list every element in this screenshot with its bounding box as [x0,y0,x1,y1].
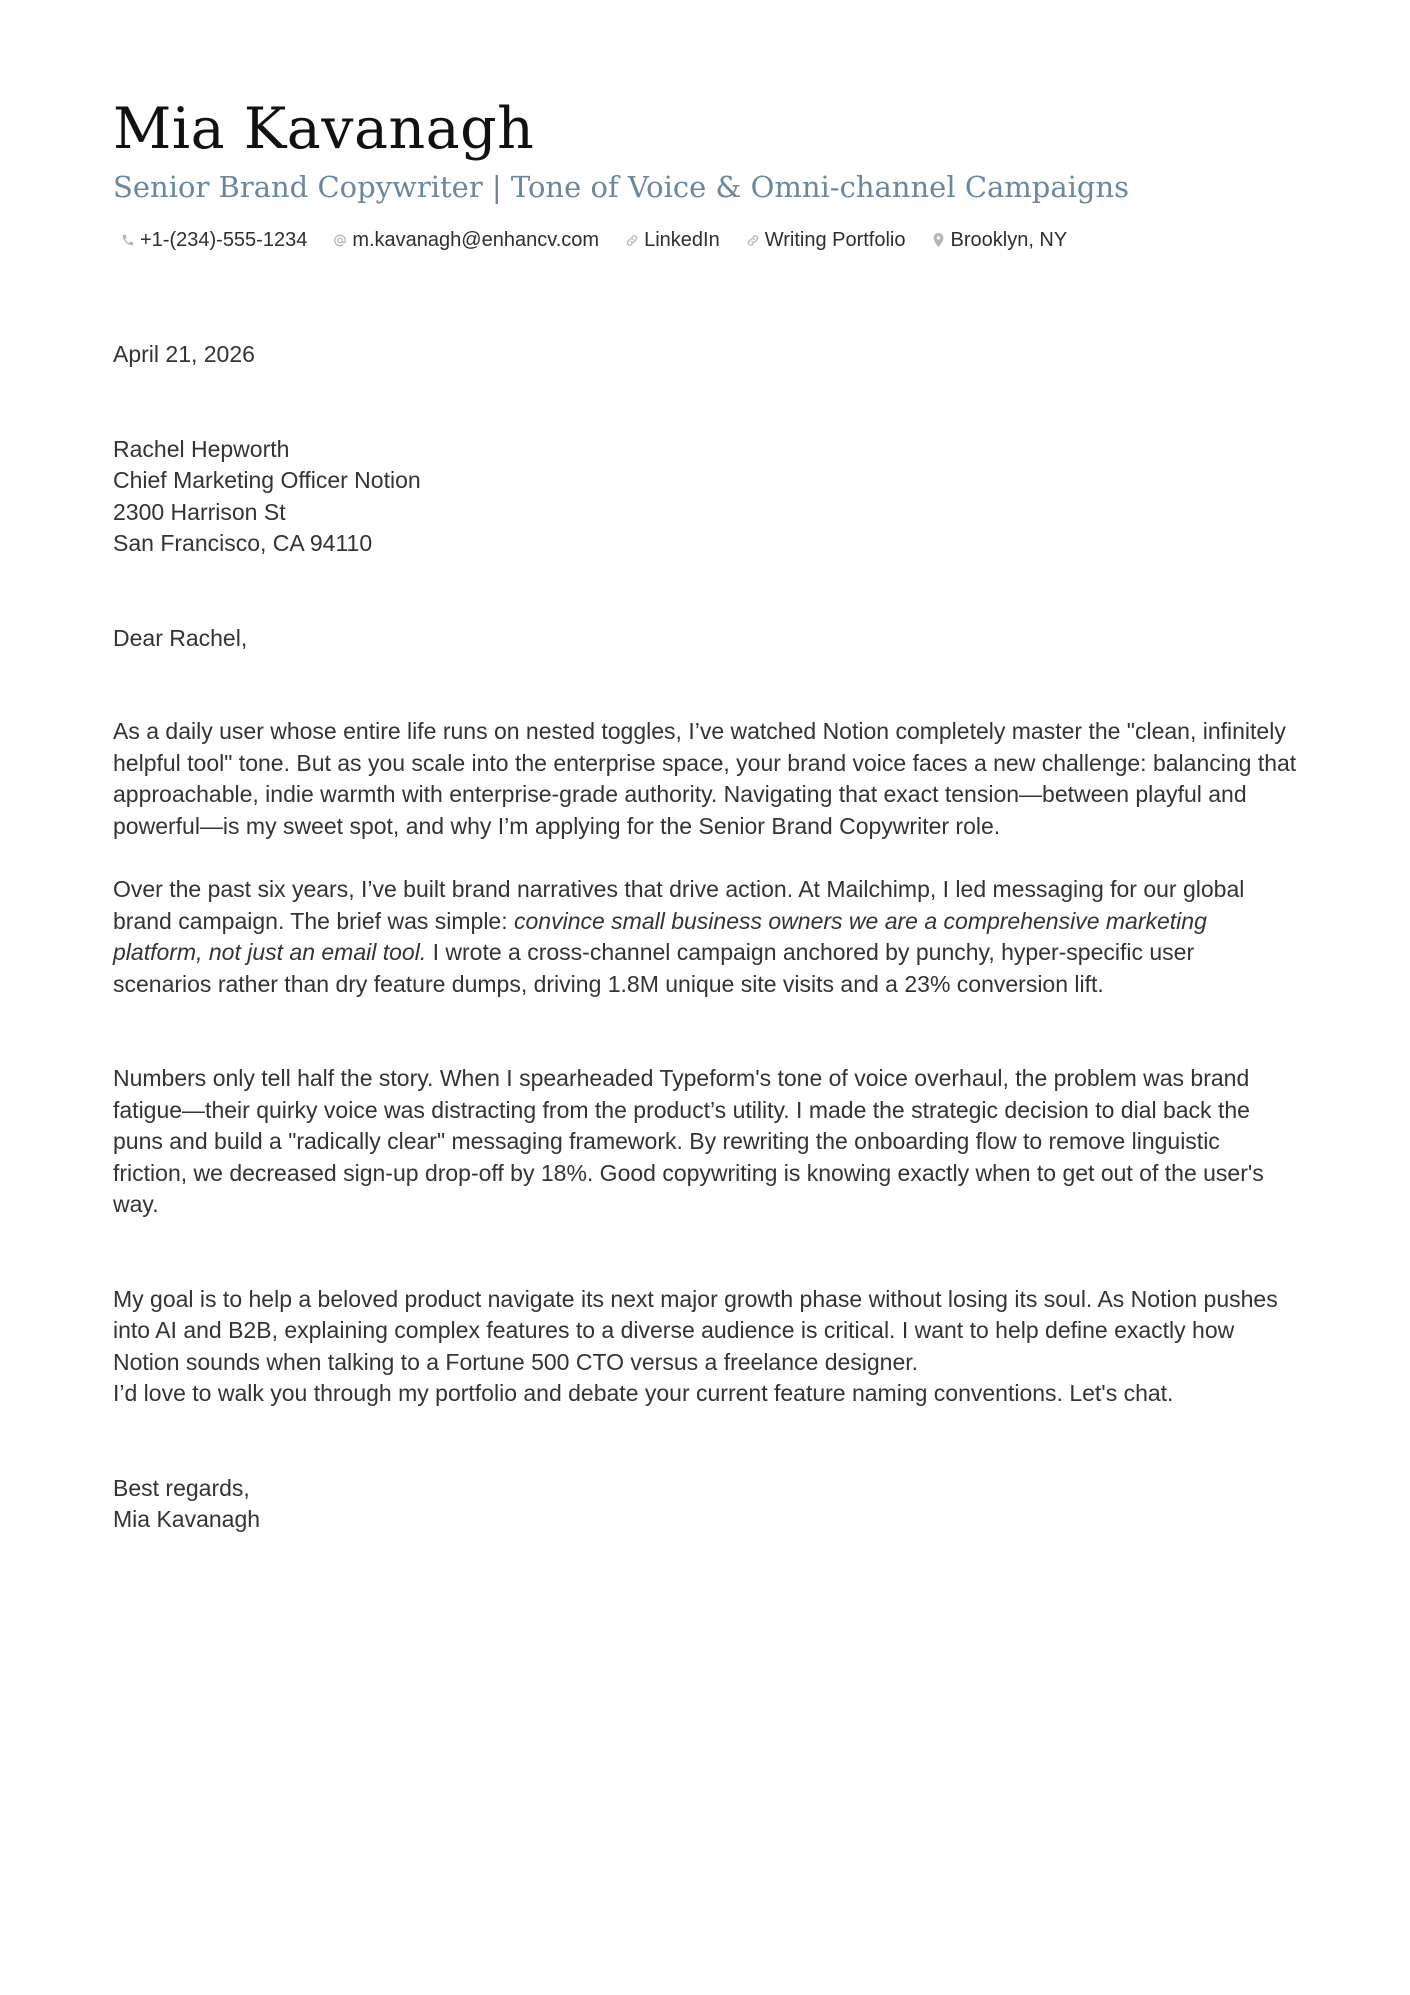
recipient-street: 2300 Harrison St [113,498,286,525]
closing-block [113,1473,1298,1536]
contact-linkedin-text[interactable]: LinkedIn [644,229,720,251]
recipient-title: Chief Marketing Officer Notion [113,467,421,493]
contact-portfolio-text[interactable]: Writing Portfolio [764,229,906,251]
contact-phone-text: +1-(234)-555-1234 [140,229,308,251]
at-icon [333,232,347,248]
closing-phrase: Best regards, [113,1474,250,1501]
signature-name: Mia Kavanagh [113,1506,261,1532]
paragraph-mailchimp [113,874,1298,1000]
link-icon [746,232,760,248]
contact-email-text[interactable]: m.kavanagh@enhancv.com [352,229,600,251]
contact-phone [121,227,307,253]
paragraph-goal-text: My goal is to help a beloved product navigate its next major growth phase without losing its soul. As Notion pushes into AI and B2B, explaining complex features to a diverse audience is critical. I want to help define exactly how Notion sounds when talking to a Fortune 500 CTO versus a freelance designer. [113,1285,1278,1375]
recipient-city: San Francisco, CA 94110 [113,530,373,556]
link-icon [625,232,639,248]
paragraph-mailchimp-end: I wrote a cross-channel campaign anchored by punchy, hyper-specific user scenarios rather than dry feature dumps, driving 1.8M unique site visits and a 23% conversion lift. [113,939,1195,997]
location-pin-icon [932,232,946,248]
recipient-name: Rachel Hepworth [113,435,290,462]
paragraph-typeform: Numbers only tell half the story. When I spearheaded Typeform's tone of voice overhaul, the problem was brand fatigue—their quirky voice was distracting from the product’s utility. I made the strategic decision to dial back the puns and build a "radically clear" messaging framework. By rewriting the onboarding flow to remove linguistic friction, we decreased sign-up drop-off by 18%. Good copywriting is knowing exactly when to get out of the user's way. [113,1065,1264,1217]
paragraph-goal [113,1284,1298,1410]
applicant-name: Mia Kavanagh [113,96,535,162]
contact-email[interactable] [333,227,599,253]
phone-icon [121,232,135,248]
contact-portfolio[interactable] [746,227,906,253]
salutation: Dear Rachel, [113,624,248,651]
contact-bar [113,227,1298,253]
contact-location-text: Brooklyn, NY [950,229,1068,251]
applicant-headline: Senior Brand Copywriter | Tone of Voice & Omni-channel Campaigns [113,170,1130,204]
recipient-block [113,434,1298,560]
paragraph-mailchimp-brief: convince small business owners we are a comprehensive marketing platform, not just an email tool. [113,907,1207,965]
contact-linkedin[interactable] [625,227,720,253]
paragraph-intro: As a daily user whose entire life runs on nested toggles, I’ve watched Notion completely master the "clean, infinitely helpful tool" tone. But as you scale into the enterprise space, your brand voice faces a new challenge: balancing that approachable, indie warmth with enterprise-grade authority. Navigating that exact tension—between playful and powerful—is my sweet spot, and why I’m applying for the Senior Brand Copywriter role. [113,718,1297,839]
letter-date: April 21, 2026 [113,341,255,367]
paragraph-call-to-action: I’d love to walk you through my portfolio and debate your current feature naming conventions. Let's chat. [113,1380,1174,1406]
contact-location [932,227,1068,253]
paragraph-mailchimp-start: Over the past six years, I’ve built brand narratives that drive action. At Mailchimp, I led messaging for our global brand campaign. The brief was simple: [113,876,1245,934]
